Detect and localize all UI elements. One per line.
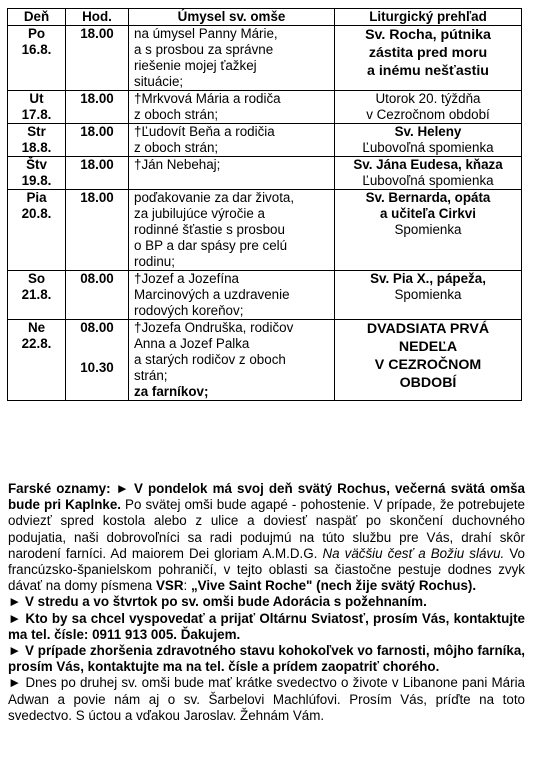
liturgy-rank: Ľubovoľná spomienka <box>362 173 494 188</box>
mass-schedule-table <box>7 8 522 401</box>
day-name: Ut <box>29 91 44 106</box>
table-header-row <box>8 9 522 26</box>
day-date: 16.8. <box>21 42 52 57</box>
announcement-adoration: ► V stredu a vo štvrtok po sv. omši bude Adorácia s požehnaním. <box>8 594 427 610</box>
intention-line: rodinu; <box>134 254 175 269</box>
intention-cell <box>129 320 335 401</box>
intention-line: a s prosbou za správne <box>134 42 274 57</box>
day-name: Ne <box>27 320 46 335</box>
liturgy-title: zástita pred moru <box>368 45 488 61</box>
liturgy-rank: v Cezročnom období <box>366 107 490 122</box>
intention-line: situácie; <box>134 74 184 89</box>
intention-cell <box>129 91 335 124</box>
intention-line: †Ján Nebehaj; <box>134 157 221 172</box>
day-date: 20.8. <box>21 206 52 221</box>
schedule-row <box>8 91 522 124</box>
day-name: So <box>27 271 46 286</box>
time-cell <box>66 26 129 91</box>
intention-line-2: za farníkov; <box>134 384 209 399</box>
day-cell <box>8 26 66 91</box>
intention-line: strán; <box>134 368 168 383</box>
mass-time: 08.00 <box>80 320 114 335</box>
liturgy-cell <box>335 271 522 320</box>
day-date: 17.8. <box>21 107 52 122</box>
day-name: Po <box>27 26 46 41</box>
time-cell <box>66 190 129 271</box>
liturgy-title: a inému nešťastiu <box>367 63 489 79</box>
intention-line: poďakovanie za dar života, <box>134 190 295 205</box>
mass-time-2: 10.30 <box>80 360 114 375</box>
intention-cell <box>129 157 335 190</box>
header-time: Hod. <box>66 9 129 26</box>
day-cell <box>8 320 66 401</box>
liturgy-cell <box>335 320 522 401</box>
intention-line: rodových koreňov; <box>134 303 244 318</box>
time-cell <box>66 124 129 157</box>
day-cell <box>8 124 66 157</box>
time-cell <box>66 271 129 320</box>
day-name: Štv <box>26 157 47 172</box>
day-date: 19.8. <box>21 173 52 188</box>
time-cell <box>66 320 129 401</box>
intention-line: za jubilujúce výročie a <box>134 206 265 221</box>
day-date: 18.8. <box>21 140 52 155</box>
announcement-colon: : <box>183 578 191 594</box>
day-cell <box>8 91 66 124</box>
day-cell <box>8 271 66 320</box>
intention-line: †Jozef a Jozefína <box>134 271 239 286</box>
day-cell <box>8 190 66 271</box>
announcement-rochus-headline: ► V pondelok má svoj deň svätý Rochus, večerná svätá omša bude pri Kaplnke. <box>8 481 525 513</box>
intention-cell <box>129 271 335 320</box>
mass-time: 18.00 <box>80 91 114 106</box>
intention-line: †Ľudovít Beňa a rodičia <box>134 124 275 139</box>
liturgy-cell <box>335 91 522 124</box>
liturgy-title: a učiteľa Cirkvi <box>380 206 476 221</box>
liturgy-rank: Utorok 20. týždňa <box>375 91 481 106</box>
time-cell <box>66 91 129 124</box>
announcements-label: Farské oznamy: <box>8 481 116 496</box>
intention-line: z oboch strán; <box>134 140 219 155</box>
announcement-confession: ► Kto by sa chcel vyspovedať a prijať Oltárnu Sviatosť, prosím Vás, kontaktujte ma tel. čísle: 0911 913 005. Ďakujem. <box>8 610 525 642</box>
liturgy-rank: Spomienka <box>394 287 462 302</box>
liturgy-rank: Ľubovoľná spomienka <box>362 140 494 155</box>
liturgy-cell <box>335 26 522 91</box>
announcement-rochus-body: Po svätej omši bude agapé - pohostenie. V prípade, že potrebujete odviezť spred kostola alebo z ulice a doviesť naspäť po skončení duchovného podujatia, naši dobrovoľníci sa radi podujmú na túto službu pre Vás, drahí skôr narodení farníci. Ad maiorem Dei gloriam A.M.D.G. <box>8 497 526 561</box>
time-cell <box>66 157 129 190</box>
schedule-row <box>8 124 522 157</box>
liturgy-title: Sv. Rocha, pútnika <box>365 27 491 43</box>
intention-line: rodinné šťastie s prosbou <box>134 222 285 237</box>
announcement-lebanon: ► Dnes po druhej sv. omši bude mať krátke svedectvo o živote v Libanone pani Mária Adwan a povie nám aj o sv. Šarbelovi Machlúfovi. Prosím Vás, príďte na toto svedectvo. S úctou a vďakou Jaroslav. Žehnám Vám. <box>8 675 525 723</box>
intention-cell <box>129 190 335 271</box>
day-cell <box>8 157 66 190</box>
intention-line: na úmysel Panny Márie, <box>134 26 278 41</box>
liturgy-cell <box>335 190 522 271</box>
schedule-row <box>8 271 522 320</box>
schedule-row <box>8 190 522 271</box>
announcement-rochus <box>8 481 525 594</box>
liturgy-title: V CEZROČNOM <box>374 357 482 373</box>
intention-line: z oboch strán; <box>134 107 219 122</box>
announcement-rochus-motto: Na väčšiu česť a Božiu slávu. <box>322 545 505 561</box>
announcement-vsr: VSR <box>155 578 184 594</box>
intention-line: o BP a dar spásy pre celú <box>134 238 288 253</box>
day-date: 22.8. <box>21 336 52 351</box>
day-name: Str <box>27 124 46 139</box>
liturgy-cell <box>335 124 522 157</box>
mass-time: 18.00 <box>80 124 114 139</box>
liturgy-title: Sv. Bernarda, opáta <box>365 190 491 205</box>
intention-line: †Mrkvová Mária a rodiča <box>134 91 281 106</box>
header-intention: Úmysel sv. omše <box>129 9 335 26</box>
day-date: 21.8. <box>21 287 52 302</box>
schedule-row <box>8 26 522 91</box>
header-day: Deň <box>8 9 66 26</box>
day-name: Pia <box>26 190 47 205</box>
schedule-row <box>8 320 522 401</box>
intention-line: †Jozefa Ondruška, rodičov <box>134 320 294 335</box>
liturgy-rank: Spomienka <box>394 222 462 237</box>
intention-line: Marcinových a uzdravenie <box>134 287 290 302</box>
schedule-row <box>8 157 522 190</box>
liturgy-title: Sv. Heleny <box>394 124 462 139</box>
liturgy-title: NEDEĽA <box>398 339 458 355</box>
mass-time: 18.00 <box>80 157 114 172</box>
mass-time: 18.00 <box>80 26 114 41</box>
intention-cell <box>129 26 335 91</box>
liturgy-title: OBDOBÍ <box>399 375 457 391</box>
liturgy-title: DVADSIATA PRVÁ <box>366 321 490 337</box>
announcement-vive-saint-roche: „Vive Saint Roche" (nech žije svätý Rochus). <box>190 578 477 594</box>
intention-line: Anna a Jozef Palka <box>134 336 250 351</box>
liturgy-cell <box>335 157 522 190</box>
intention-line: riešenie mojej ťažkej <box>134 58 257 73</box>
liturgy-title: Sv. Jána Eudesa, kňaza <box>353 157 503 172</box>
announcement-rochus-body2: Vo francúzsko-španielskom pohraničí, v tejto oblasti sa čiastočne pestuje dodnes zvyk dávať na domy písmena <box>8 545 525 594</box>
announcement-sick: ► V prípade zhoršenia zdravotného stavu kohokoľvek vo farnosti, môjho farníka, prosím Vás, kontaktujte ma na tel. čísle a prídem zaopatriť chorého. <box>8 643 525 675</box>
mass-time: 18.00 <box>80 190 114 205</box>
mass-time: 08.00 <box>80 271 114 286</box>
header-liturgy: Liturgický prehľad <box>335 9 522 26</box>
intention-cell <box>129 124 335 157</box>
liturgy-title: Sv. Pia X., pápeža, <box>370 271 486 286</box>
parish-announcements <box>8 481 525 724</box>
intention-line: a starých rodičov z oboch <box>134 352 286 367</box>
